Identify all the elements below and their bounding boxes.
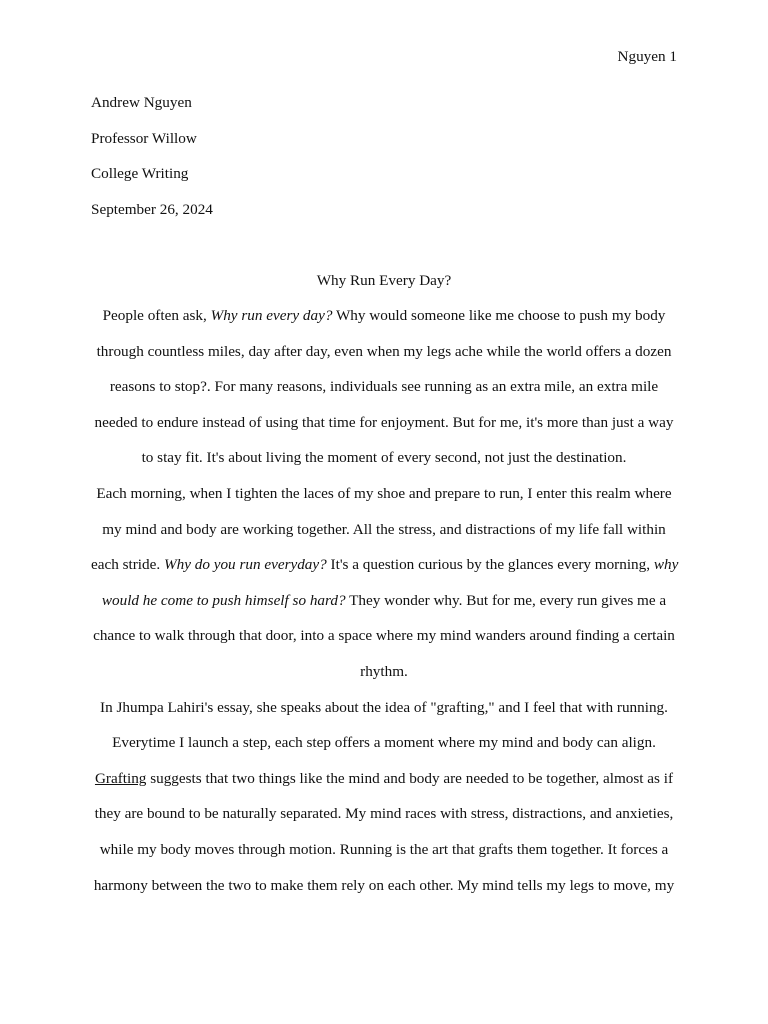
instructor-name: Professor Willow (91, 129, 197, 147)
body-line (91, 697, 677, 733)
body-line (91, 768, 677, 804)
body-text-run: They wonder why. But for me, every run gives me a (345, 591, 667, 609)
body-line (91, 412, 677, 448)
body-text-run: needed to endure instead of using that time for enjoyment. But for me, it's more than just a way (94, 413, 674, 431)
body-text-run: rhythm. (360, 662, 408, 680)
body-line (91, 519, 677, 555)
mla-heading (91, 92, 213, 234)
body-text-run: harmony between the two to make them rely on each other. My mind tells my legs to move, my (93, 876, 675, 894)
body-line (91, 305, 677, 341)
body-text-run: People often ask, (102, 307, 211, 324)
body-line (91, 376, 677, 412)
course-name: College Writing (91, 165, 189, 182)
body-text-run: to stay fit. It's about living the moment of every second, not just the destination. (141, 449, 627, 467)
body-text-run: It's a question curious by the glances every morning, (326, 556, 654, 574)
body-text-run: each stride. (91, 556, 164, 574)
italic-text: would he come to push himself so hard? (101, 591, 346, 609)
body-line (91, 554, 677, 590)
body-text-run: reasons to stop?. For many reasons, individuals see running as an extra mile, an extra mile (109, 378, 659, 396)
body-text-run: suggests that two things like the mind and body are needed to be together, almost as if (146, 769, 674, 787)
body-line (91, 590, 677, 626)
essay-body (91, 305, 677, 910)
body-text-run: Why would someone like me choose to push my body (332, 307, 666, 324)
body-line (91, 661, 677, 697)
body-line (91, 341, 677, 377)
body-text-run: while my body moves through motion. Running is the art that grafts them together. It forces a (99, 840, 669, 858)
body-line (91, 839, 677, 875)
body-text-run: chance to walk through that door, into a space where my mind wanders around finding a certain (93, 627, 675, 645)
italic-text: Why do you run everyday? (163, 556, 327, 574)
author-name: Andrew Nguyen (91, 94, 192, 111)
body-text-run: In Jhumpa Lahiri's essay, she speaks about the idea of "grafting," and I feel that with running. (100, 698, 668, 716)
body-text-run: Each morning, when I tighten the laces of my shoe and prepare to run, I enter this realm where (96, 484, 672, 502)
body-line (91, 875, 677, 911)
body-line (91, 483, 677, 519)
body-text-run: through countless miles, day after day, even when my legs ache while the world offers a dozen (96, 342, 672, 360)
body-line (91, 625, 677, 661)
paper-date: September 26, 2024 (91, 200, 213, 218)
body-text-run: Everytime I launch a step, each step offers a moment where my mind and body can align. (112, 734, 656, 752)
body-line (91, 447, 677, 483)
body-text-run: my mind and body are working together. All the stress, and distractions of my life fall within (102, 520, 666, 538)
italic-text: why (653, 556, 679, 574)
body-text-run: they are bound to be naturally separated. My mind races with stress, distractions, and anxieties, (94, 805, 674, 823)
running-head: Nguyen 1 (617, 48, 677, 65)
essay-title: Why Run Every Day? (316, 272, 452, 289)
underlined-text: Grafting (94, 769, 147, 787)
body-line (91, 732, 677, 768)
italic-text: Why run every day? (210, 307, 333, 324)
body-line (91, 803, 677, 839)
